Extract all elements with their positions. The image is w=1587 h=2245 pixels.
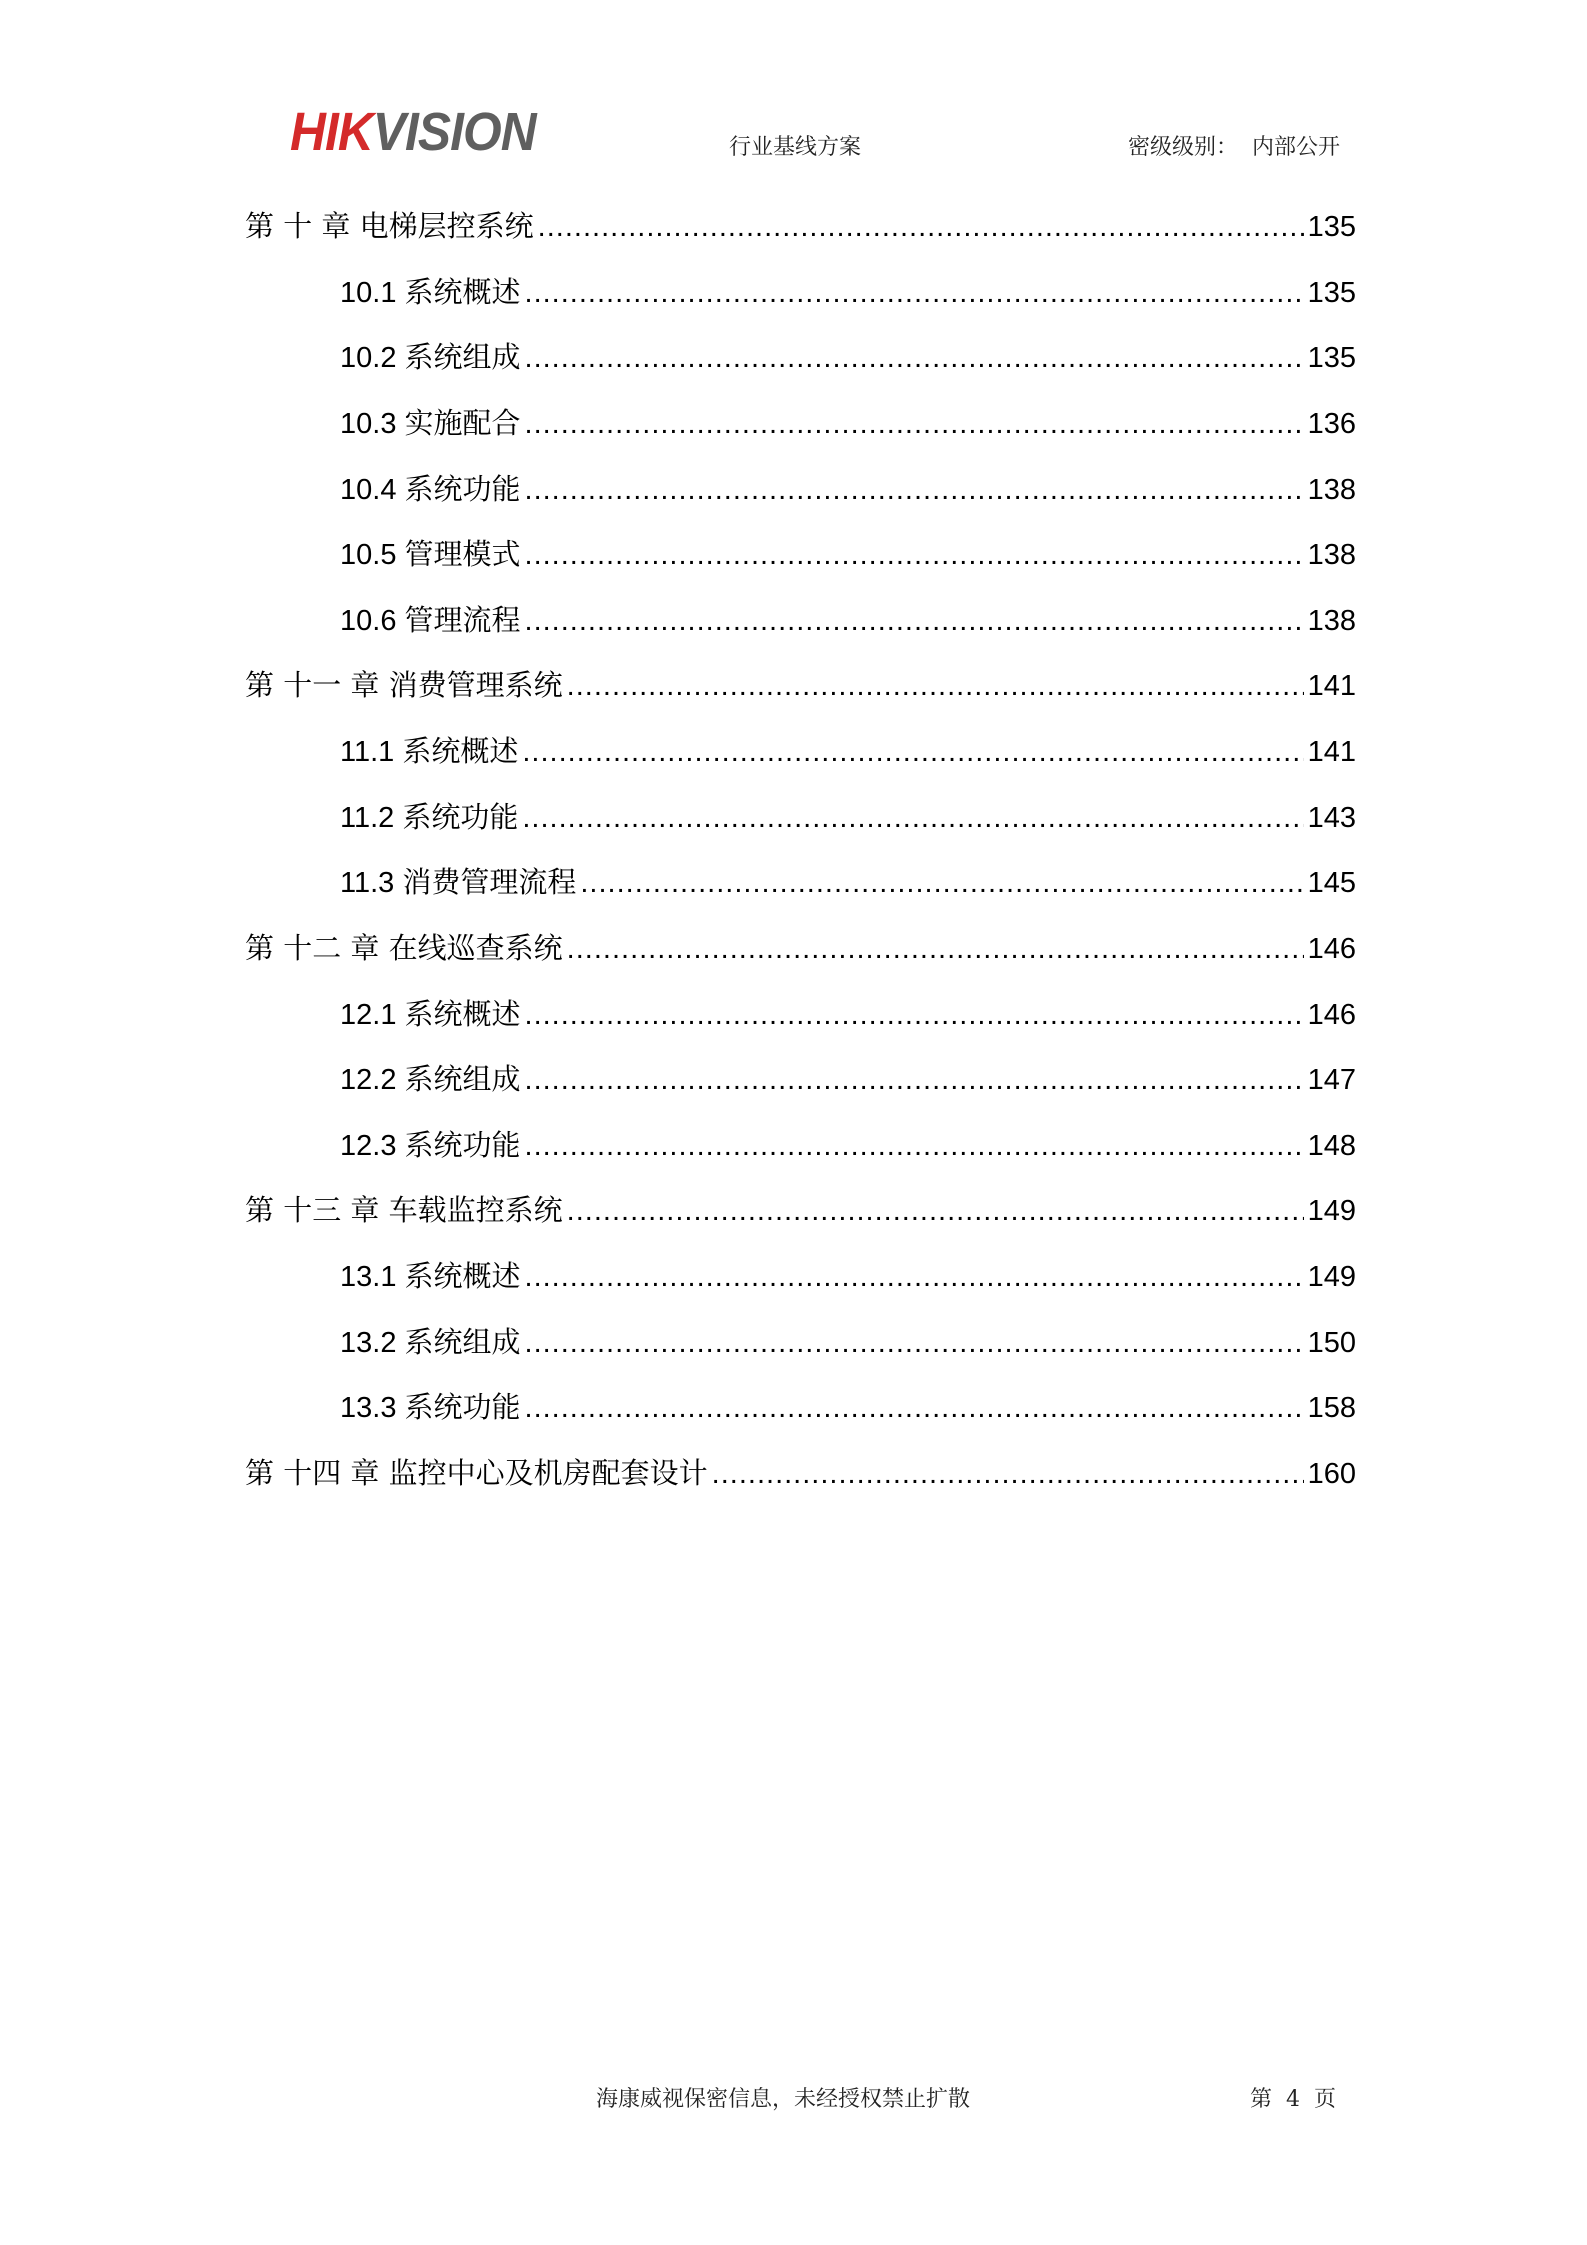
toc-chapter-number: 第 十四 章 [245, 1456, 389, 1490]
toc-title: 电梯层控系统 [359, 209, 534, 243]
toc-page-number: 136 [1307, 408, 1356, 440]
toc-dot-leader [522, 798, 1303, 838]
toc-section-number: 10.4 [340, 474, 405, 506]
toc-title: 系统功能 [402, 800, 519, 834]
toc-section-number: 10.6 [340, 605, 405, 637]
toc-title: 系统功能 [404, 1128, 521, 1162]
toc-page-number: 145 [1307, 867, 1356, 899]
toc-title: 系统概述 [402, 734, 519, 768]
toc-entry[interactable] [340, 797, 1356, 837]
toc-entry[interactable] [340, 1322, 1356, 1362]
toc-page-number: 149 [1307, 1195, 1356, 1227]
toc-entry[interactable] [245, 928, 1356, 968]
toc-dot-leader [525, 601, 1304, 641]
toc-section-number: 10.2 [340, 342, 405, 374]
toc-dot-leader [525, 1323, 1304, 1363]
toc-page-number: 146 [1307, 999, 1356, 1031]
toc-page-number: 158 [1307, 1392, 1356, 1424]
toc-title: 系统组成 [404, 1325, 521, 1359]
toc-section-number: 13.2 [340, 1327, 405, 1359]
toc-section-number: 10.5 [340, 539, 405, 571]
toc-dot-leader [522, 732, 1303, 772]
toc-dot-leader [538, 207, 1304, 247]
toc-section-number: 12.1 [340, 999, 405, 1031]
toc-entry[interactable] [340, 337, 1356, 377]
toc-title: 管理流程 [404, 603, 521, 637]
toc-page-number: 135 [1307, 211, 1356, 243]
toc-chapter-number: 第 十 章 [245, 209, 360, 243]
toc-entry[interactable] [340, 600, 1356, 640]
confidentiality-notice: 海康威视保密信息，未经授权禁止扩散 [596, 2087, 971, 2112]
toc-entry[interactable] [340, 469, 1356, 509]
toc-section-number: 11.1 [340, 736, 403, 768]
toc-page-number: 149 [1307, 1261, 1356, 1293]
toc-dot-leader [567, 1191, 1304, 1231]
toc-title: 监控中心及机房配套设计 [388, 1456, 708, 1490]
toc-section-number: 10.1 [340, 277, 405, 309]
toc-title: 系统组成 [404, 340, 521, 374]
toc-page-number: 150 [1307, 1327, 1356, 1359]
toc-section-number: 13.1 [340, 1261, 405, 1293]
toc-dot-leader [712, 1454, 1304, 1494]
toc-section-number: 10.3 [340, 408, 405, 440]
toc-title: 实施配合 [404, 406, 521, 440]
toc-chapter-number: 第 十二 章 [245, 931, 389, 965]
document-title: 行业基线方案 [729, 135, 862, 160]
toc-title: 系统概述 [404, 275, 521, 309]
toc-dot-leader [525, 1126, 1304, 1166]
toc-section-number: 11.3 [340, 867, 403, 899]
toc-page-number: 135 [1307, 277, 1356, 309]
toc-dot-leader [525, 995, 1304, 1035]
toc-section-number: 12.2 [340, 1064, 405, 1096]
toc-section-number: 13.3 [340, 1392, 405, 1424]
toc-page-number: 147 [1307, 1064, 1356, 1096]
toc-page-number: 160 [1307, 1458, 1356, 1490]
toc-dot-leader [525, 1060, 1304, 1100]
toc-entry[interactable] [245, 1453, 1356, 1493]
toc-page-number: 141 [1307, 670, 1356, 702]
toc-dot-leader [525, 273, 1304, 313]
toc-entry[interactable] [340, 1059, 1356, 1099]
toc-dot-leader [567, 929, 1304, 969]
toc-section-number: 11.2 [340, 802, 403, 834]
toc-entry[interactable] [340, 403, 1356, 443]
toc-entry[interactable] [340, 731, 1356, 771]
toc-entry[interactable] [245, 1190, 1356, 1230]
toc-entry[interactable] [340, 994, 1356, 1034]
toc-title: 消费管理流程 [402, 865, 577, 899]
security-level: 密级级别： 内部公开 [1128, 135, 1340, 160]
toc-title: 管理模式 [404, 537, 521, 571]
toc-entry[interactable] [340, 534, 1356, 574]
toc-entry[interactable] [340, 1125, 1356, 1165]
toc-dot-leader [525, 404, 1304, 444]
toc-title: 系统功能 [404, 1390, 521, 1424]
toc-title: 系统概述 [404, 1259, 521, 1293]
toc-dot-leader [525, 470, 1304, 510]
logo-vision-text: VISION [372, 102, 536, 162]
toc-title: 在线巡查系统 [388, 931, 563, 965]
toc-dot-leader [567, 666, 1304, 706]
toc-title: 系统功能 [404, 472, 521, 506]
logo-hik-text: HIK [290, 102, 373, 162]
toc-entry[interactable] [245, 206, 1356, 246]
toc-chapter-number: 第 十一 章 [245, 668, 389, 702]
toc-title: 消费管理系统 [388, 668, 563, 702]
toc-entry[interactable] [340, 1256, 1356, 1296]
toc-page-number: 138 [1307, 474, 1356, 506]
toc-page-number: 138 [1307, 605, 1356, 637]
toc-entry[interactable] [245, 665, 1356, 705]
toc-entry[interactable] [340, 862, 1356, 902]
toc-entry[interactable] [340, 272, 1356, 312]
toc-page-number: 141 [1307, 736, 1356, 768]
toc-title: 车载监控系统 [388, 1193, 563, 1227]
toc-dot-leader [525, 1257, 1304, 1297]
toc-page-number: 146 [1307, 933, 1356, 965]
toc-page-number: 135 [1307, 342, 1356, 374]
toc-dot-leader [525, 535, 1304, 575]
toc-page-number: 143 [1307, 802, 1356, 834]
hikvision-logo [290, 102, 536, 162]
toc-title: 系统组成 [404, 1062, 521, 1096]
toc-title: 系统概述 [404, 997, 521, 1031]
toc-dot-leader [525, 338, 1304, 378]
page-number: 第 4 页 [1250, 2087, 1336, 2112]
toc-page-number: 148 [1307, 1130, 1356, 1162]
toc-dot-leader [525, 1388, 1304, 1428]
toc-entry[interactable] [340, 1387, 1356, 1427]
toc-section-number: 12.3 [340, 1130, 405, 1162]
toc-dot-leader [580, 863, 1303, 903]
toc-chapter-number: 第 十三 章 [245, 1193, 389, 1227]
toc-page-number: 138 [1307, 539, 1356, 571]
